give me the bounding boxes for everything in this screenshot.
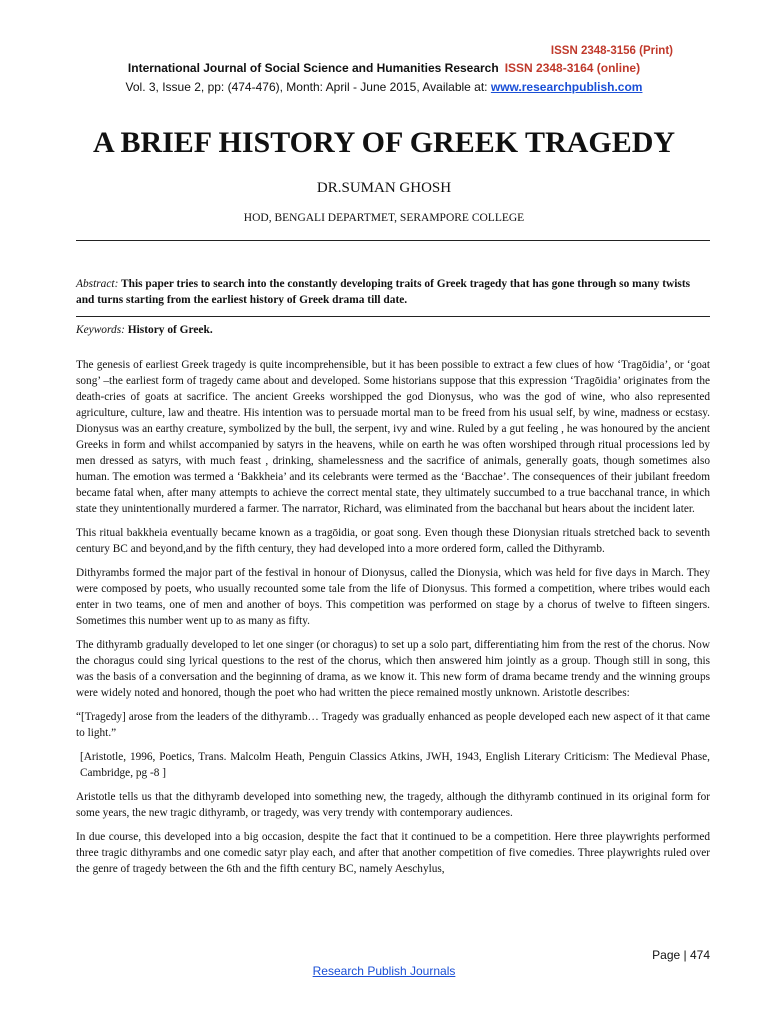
paragraph-dithyrambs: Dithyrambs formed the major part of the festival in honour of Dionysus, called the Dionysia, which was held for five days in March. They were composed by poets, who usually recounted some tale from the life of Dionysus. This formed a competition, where tribes would each enter in two teams, one of men and another of boys. This competition was performed on stage by a chorus of twelve to fifteen singers. Sometimes this number went up to as many as fifty.: [76, 567, 710, 627]
website-link[interactable]: www.researchpublish.com: [490, 80, 643, 94]
paragraph-bakkheia: This ritual bakkheia eventually became known as a tragōidia, or goat song. Even though these Dionysian rituals stretched back to seventh century BC and beyond,and by the fifth century, they had developed into a more ordered form, called the Dithyramb.: [76, 527, 710, 555]
issn-print: ISSN 2348-3156 (Print): [550, 45, 673, 57]
author-affiliation: HOD, BENGALI DEPARTMET, SERAMPORE COLLEGE: [243, 212, 525, 224]
divider-top: [76, 240, 710, 241]
paragraph-genesis: The genesis of earliest Greek tragedy is quite incomprehensible, but it has been possible to extract a few clues of how ‘Tragōidia’, or ‘goat song’ –the earliest form of tragedy came about and developed. Some historians suppose that this expression ‘Tragōidia’ originates from the death-cries of goats at sacrifice. The ancient Greeks worshipped the god Dionysus, who was the god of wine, who also represented agriculture, culture, law and theatre. His intention was to persuade mortal man to be freed from his usual self, by wine, madness or ecstasy. Dionysus was an earthy creature, symbolized by the bull, the serpent, ivy and wine. Ruled by a gut feeling , he was honoured by the ancient Greeks in form and whilst accompanied by satyrs in the heavens, while on earth he was often worshiped through ritual processions led by men dressed as satyrs, with much feast , drinking, shamelessness and the sacrifice of animals, generally goats, though sometimes also human. The emotion was termed a ‘Bakkheia’ and its celebrants were termed as the ‘Bacchae’. The consequences of their jubilant freedom became fatal when, after many attempts to achieve the correct mental state, they ultimately succumbed to a true bacchanal trance, in which state they unintentionally murdered a farmer. The narrator, Richard, was eliminated from the bacchanal but hears about the incident later.: [76, 359, 710, 515]
author-name: DR.SUMAN GHOSH: [316, 180, 452, 196]
keywords: [76, 322, 710, 338]
footer: [0, 964, 768, 978]
page-number: Page | 474: [652, 948, 710, 962]
volume-info-line: [0, 79, 768, 95]
paragraph-aristotle-quote: “[Tragedy] arose from the leaders of the dithyramb… Tragedy was gradually enhanced as people developed each new aspect of it that came to light.”: [76, 711, 710, 739]
paper-title: A BRIEF HISTORY OF GREEK TRAGEDY: [92, 126, 676, 159]
divider-bottom: [76, 316, 710, 317]
issn-online: ISSN 2348-3164 (online): [504, 61, 641, 75]
paragraph-citation: [Aristotle, 1996, Poetics, Trans. Malcolm Heath, Penguin Classics Atkins, JWH, 1943, English Literary Criticism: The Medieval Phase, Cambridge, pg -8 ]: [80, 751, 710, 779]
body-text: [76, 357, 710, 885]
paragraph-choragus: The dithyramb gradually developed to let one singer (or choragus) to set up a solo part, differentiating him from the rest of the chorus. Now the choragus could sing lyrical questions to the rest of the chorus, which then answered him jointly as a group. Though still in song, this was the basis of a conversation and the beginning of drama, as we know it. This new form of drama became trendy and the winning groups were widely noted and honored, though the poet who had written the piece remained mostly unknown. Aristotle describes:: [76, 639, 710, 699]
volume-info: Vol. 3, Issue 2, pp: (474-476), Month: April - June 2015, Available at:: [125, 80, 491, 94]
paragraph-due-course: In due course, this developed into a big occasion, despite the fact that it continued to be a competition. Here three playwrights performed three tragic dithyrambs and one comedic satyr play each, and after that another competition of five comedies. Three playwrights ruled over the genre of tragedy between the 6th and the fifth century BC, namely Aeschylus,: [76, 831, 710, 875]
paragraph-aristotle-tells: Aristotle tells us that the dithyramb developed into something new, the tragedy, although the dithyramb continued in its original form for some years, the new tragic dithyramb, or tragedy, was very trendy with contemporary audiences.: [76, 791, 710, 819]
abstract-text: This paper tries to search into the constantly developing traits of Greek tragedy that has gone through so many twists and turns starting from the earliest history of Greek drama till date.: [76, 278, 691, 306]
abstract: [76, 276, 710, 308]
abstract-label: Abstract:: [76, 278, 119, 290]
keywords-label: Keywords:: [76, 324, 125, 336]
footer-link[interactable]: Research Publish Journals: [312, 964, 456, 978]
keywords-text: History of Greek.: [124, 324, 213, 336]
journal-name-line: [0, 60, 768, 76]
journal-name: International Journal of Social Science and Humanities Research: [127, 61, 499, 75]
